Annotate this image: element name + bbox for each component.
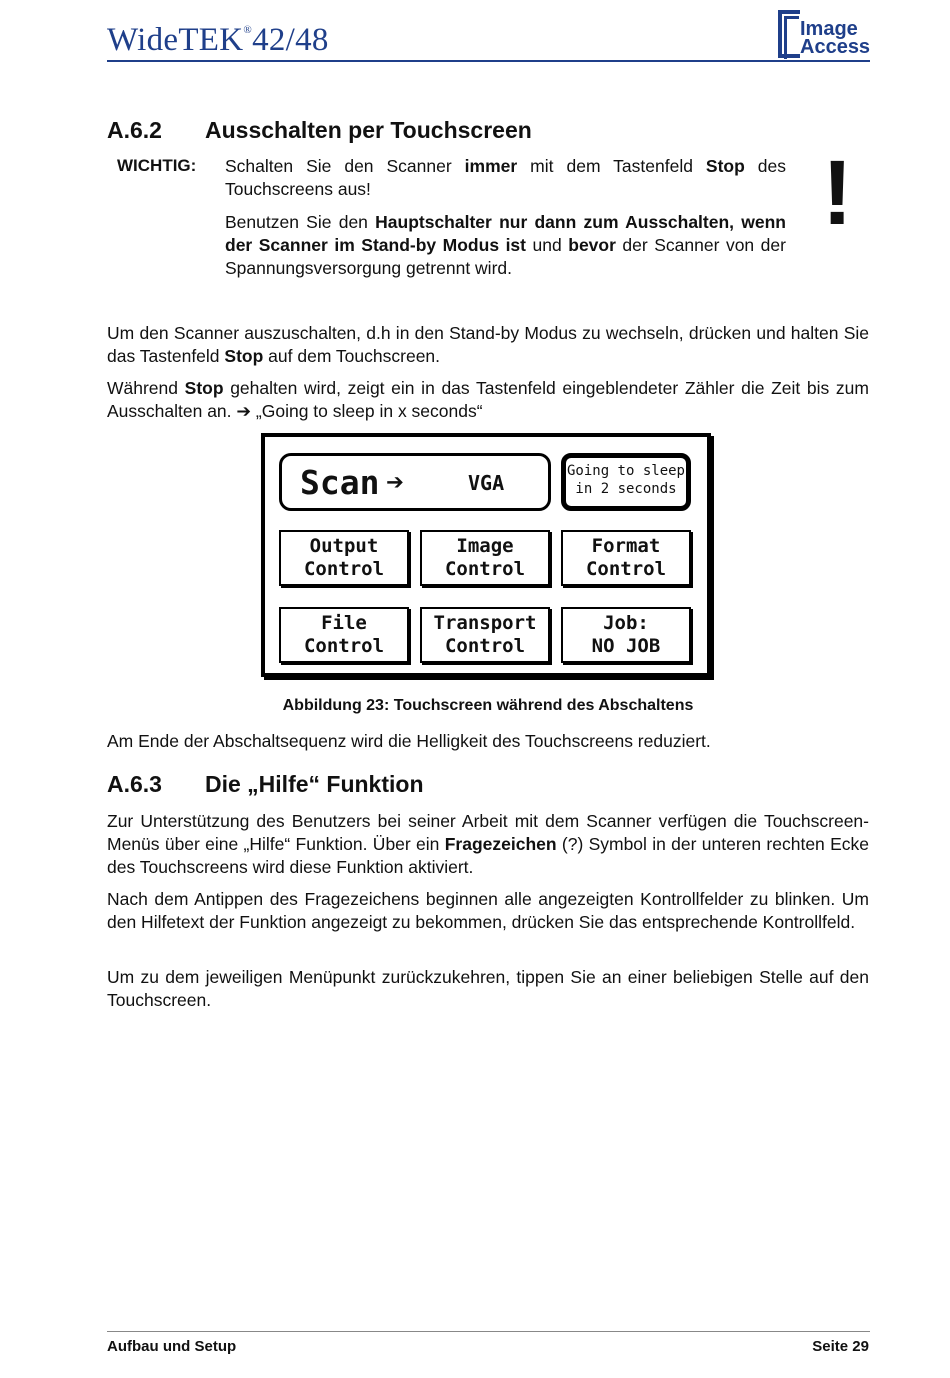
paragraph-help-return: Um zu dem jeweiligen Menüpunkt zurückzukehren, tippen Sie an einer beliebigen Stelle auf den Touchscreen. bbox=[107, 967, 869, 1010]
file-control-button: File Control bbox=[279, 607, 409, 663]
product-brand bbox=[107, 22, 329, 59]
page-header bbox=[107, 10, 870, 62]
figure-caption: Abbildung 23: Touchscreen während des Abschaltens bbox=[282, 697, 694, 714]
section-heading-a62 bbox=[107, 117, 532, 144]
footer-divider bbox=[107, 1331, 870, 1332]
page-number: Seite 29 bbox=[812, 1338, 869, 1355]
section-title: Die „Hilfe“ Funktion bbox=[205, 771, 424, 797]
paragraph-brightness: Am Ende der Abschaltsequenz wird die Helligkeit des Touchscreens reduziert. bbox=[107, 731, 711, 751]
scan-mode-label: VGA bbox=[468, 471, 505, 495]
important-note-2: Benutzen Sie den Hauptschalter nur dann zum Ausschalten, wenn der Scanner im Stand-by Modus ist und bevor der Scanner von der Spannungsversorgung getrennt wird. bbox=[225, 212, 786, 278]
job-button: Job: NO JOB bbox=[561, 607, 691, 663]
footer-chapter: Aufbau und Setup bbox=[107, 1338, 237, 1355]
logo-text-line2: Access bbox=[800, 36, 871, 58]
arrow-right-icon: ➔ bbox=[386, 465, 405, 500]
header-divider bbox=[107, 60, 870, 62]
output-control-button: Output Control bbox=[279, 530, 409, 586]
format-control-button: Format Control bbox=[561, 530, 691, 586]
exclamation-icon: ! bbox=[822, 142, 853, 244]
image-control-button: Image Control bbox=[420, 530, 550, 586]
countdown-line1: Going to sleep bbox=[566, 463, 685, 479]
paragraph-help-intro: Zur Unterstützung des Benutzers bei seiner Arbeit mit dem Scanner verfügen die Touchscreen-Menüs über eine „Hilfe“ Funktion. Über ein Fragezeichen (?) Symbol in der unteren rechten Ecke des Touchscreens wird diese Funktion aktiviert. bbox=[107, 811, 869, 877]
paragraph-counter: Während Stop gehalten wird, zeigt ein in das Tastenfeld eingeblendeter Zähler die Zeit bis zum Ausschalten an. ➔ „Going to sleep in x seconds“ bbox=[107, 378, 869, 421]
logo-frame-inner-icon bbox=[784, 16, 799, 59]
image-access-logo bbox=[778, 10, 870, 60]
section-number: A.6.2 bbox=[107, 117, 162, 143]
paragraph-help-blink: Nach dem Antippen des Fragezeichens beginnen alle angezeigten Kontrollfelder zu blinken. Um den Hilfetext der Funktion angezeigt zu bekommen, drücken Sie das entsprechende Kontrollfeld. bbox=[107, 889, 869, 932]
important-note-1: Schalten Sie den Scanner immer mit dem Tastenfeld Stop des Touchscreens aus! bbox=[225, 156, 786, 199]
logo-text-line1: Image bbox=[800, 18, 858, 40]
section-heading-a63 bbox=[107, 771, 424, 798]
scan-label: Scan bbox=[300, 463, 380, 502]
touchscreen-figure bbox=[261, 433, 711, 677]
scan-button bbox=[279, 453, 551, 511]
registered-mark: ® bbox=[243, 24, 253, 36]
product-model: 42/48 bbox=[252, 22, 329, 58]
section-title: Ausschalten per Touchscreen bbox=[205, 117, 532, 143]
countdown-line2: in 2 seconds bbox=[575, 481, 677, 497]
product-name: WideTEK bbox=[107, 22, 244, 58]
paragraph-standby: Um den Scanner auszuschalten, d.h in den Stand-by Modus zu wechseln, drücken und halten Sie das Tastenfeld Stop auf dem Touchscreen. bbox=[107, 323, 869, 366]
important-label: WICHTIG: bbox=[117, 156, 197, 175]
transport-control-button: Transport Control bbox=[420, 607, 550, 663]
section-number: A.6.3 bbox=[107, 771, 162, 797]
stop-button-countdown bbox=[561, 453, 691, 511]
arrow-right-icon: ➔ bbox=[236, 401, 252, 421]
